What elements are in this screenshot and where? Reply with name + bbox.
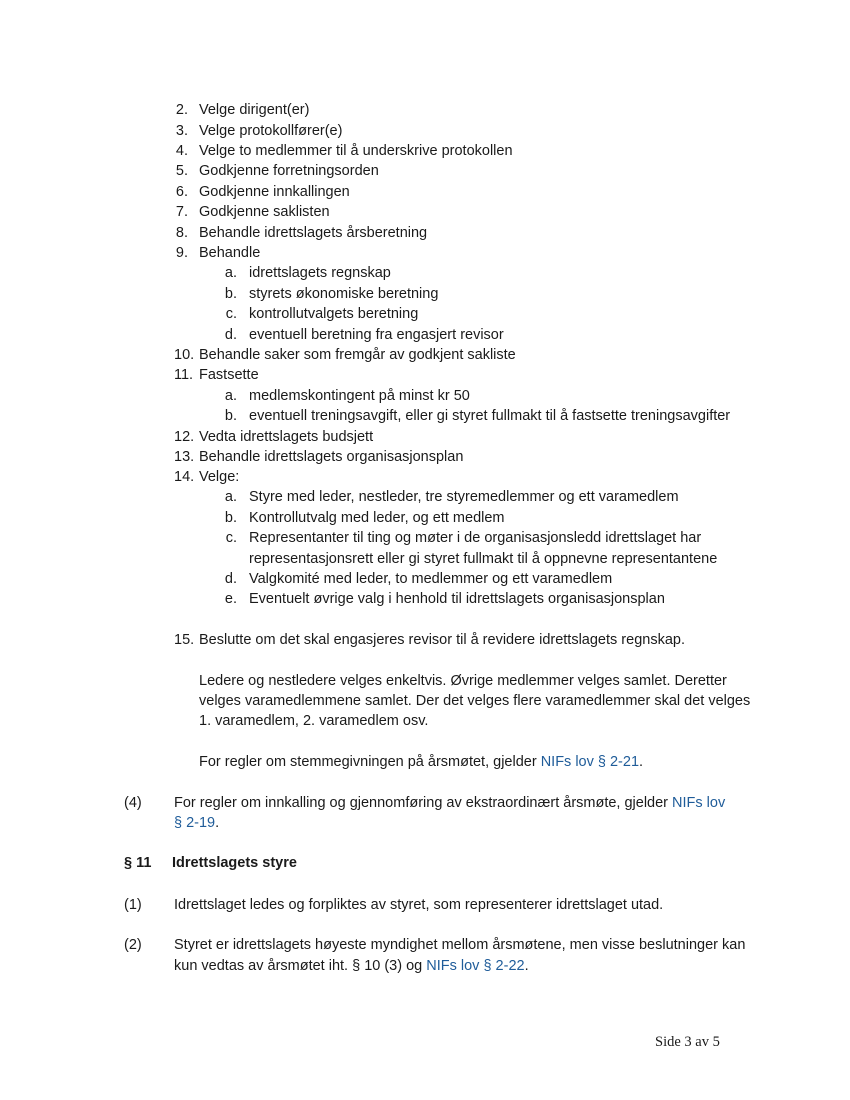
list-item-number: 15. (174, 632, 195, 648)
sublist-item-text: medlemskontingent på minst kr 50 (249, 388, 470, 404)
sublist-item-text: Eventuelt øvrige valg i henhold til idrettslagets organisasjonsplan (249, 591, 665, 607)
sublist-item-letter: b. (224, 286, 237, 302)
sublist-item-letter: b. (224, 510, 237, 526)
paragraph-text: kun vedtas av årsmøtet iht. § 10 (3) og (174, 958, 427, 974)
sublist-item-letter: a. (224, 265, 237, 281)
nifs-lov-2-21-link[interactable]: NIFs lov § 2-21 (540, 754, 640, 770)
list-item-number: 5. (175, 163, 188, 179)
sublist-item-letter: c. (225, 530, 237, 546)
sublist-item-letter: a. (224, 388, 237, 404)
list-item-number: 8. (175, 225, 188, 241)
sublist-item-letter: e. (224, 591, 237, 607)
sublist-item-text: Kontrollutvalg med leder, og ett medlem (249, 510, 505, 526)
list-item-number: 6. (175, 184, 188, 200)
list-item-text: Godkjenne saklisten (199, 204, 330, 220)
sublist-item-letter: c. (225, 306, 237, 322)
list-item-number: 2. (175, 102, 188, 118)
paragraph-suffix: . (215, 815, 220, 831)
sublist-item-text-continued: representasjonsrett eller gi styret fullmakt til å oppnevne representantene (249, 551, 718, 567)
sublist-item-text: eventuell treningsavgift, eller gi styret fullmakt til å fastsette treningsavgifter (249, 408, 731, 424)
list-item-text: Godkjenne forretningsorden (199, 163, 379, 179)
list-item-number: 9. (175, 245, 188, 261)
sublist-item-text: kontrollutvalgets beretning (249, 306, 419, 322)
list-item-text: Behandle (199, 245, 261, 261)
voting-note-suffix: . (639, 754, 644, 770)
list-item-number: 10. (174, 347, 195, 363)
section-title: Idrettslagets styre (172, 855, 297, 871)
list-item-text: Behandle idrettslagets organisasjonsplan (199, 449, 464, 465)
paragraph-number: (4) (124, 795, 142, 811)
paragraph-4-line1 (174, 793, 725, 813)
list-item-text: Velge protokollfører(e) (199, 123, 343, 139)
list-item-text: Godkjenne innkallingen (199, 184, 350, 200)
list-item-number: 3. (175, 123, 188, 139)
list-item-text: Beslutte om det skal engasjeres revisor til å revidere idrettslagets regnskap. (199, 632, 685, 648)
paragraph-line: velges varamedlemmene samlet. Der det velges flere varamedlemmer skal det velges (199, 693, 751, 709)
sublist-item-letter: b. (224, 408, 237, 424)
voting-note (199, 752, 643, 772)
list-item-number: 7. (175, 204, 188, 220)
paragraph-suffix: . (524, 958, 529, 974)
sublist-item-text: eventuell beretning fra engasjert revisor (249, 327, 504, 343)
list-item-text: Velge dirigent(er) (199, 102, 310, 118)
paragraph-number: (2) (124, 937, 142, 953)
sublist-item-text: idrettslagets regnskap (249, 265, 391, 281)
list-item-text: Velge: (199, 469, 240, 485)
section-2-19-link[interactable]: § 2-19 (174, 815, 216, 831)
nifs-lov-2-22-link[interactable]: NIFs lov § 2-22 (426, 958, 525, 974)
sublist-item-letter: d. (224, 327, 237, 343)
sublist-item-text: Representanter til ting og møter i de organisasjonsledd idrettslaget har (249, 530, 702, 546)
list-item-number: 4. (175, 143, 188, 159)
voting-note-text: For regler om stemmegivningen på årsmøtet, gjelder (199, 754, 541, 770)
paragraph-text: Idrettslaget ledes og forpliktes av styret, som representerer idrettslaget utad. (174, 897, 664, 913)
list-item-number: 14. (174, 469, 195, 485)
sublist-item-text: Valgkomité med leder, to medlemmer og ett varamedlem (249, 571, 613, 587)
list-item-text: Velge to medlemmer til å underskrive protokollen (199, 143, 513, 159)
paragraph-2-line2 (174, 956, 529, 976)
list-item-text: Fastsette (199, 367, 259, 383)
sublist-item-letter: a. (224, 489, 237, 505)
section-number: § 11 (124, 855, 152, 871)
paragraph-text: For regler om innkalling og gjennomføring av ekstraordinært årsmøte, gjelder (174, 795, 673, 811)
list-item-number: 13. (174, 449, 195, 465)
list-item-number: 11. (174, 367, 194, 383)
list-item-text: Vedta idrettslagets budsjett (199, 429, 374, 445)
nifs-lov-link[interactable]: NIFs lov (672, 795, 726, 811)
sublist-item-text: Styre med leder, nestleder, tre styremedlemmer og ett varamedlem (249, 489, 679, 505)
paragraph-text: Styret er idrettslagets høyeste myndighet mellom årsmøtene, men visse beslutninger kan (174, 937, 746, 953)
list-item-text: Behandle idrettslagets årsberetning (199, 225, 428, 241)
paragraph-line: Ledere og nestledere velges enkeltvis. Øvrige medlemmer velges samlet. Deretter (199, 673, 727, 689)
paragraph-4-line2 (174, 813, 219, 833)
sublist-item-letter: d. (224, 571, 237, 587)
page-number: Side 3 av 5 (655, 1034, 720, 1050)
paragraph-number: (1) (124, 897, 142, 913)
paragraph-line: 1. varamedlem, 2. varamedlem osv. (199, 713, 429, 729)
list-item-number: 12. (174, 429, 195, 445)
list-item-text: Behandle saker som fremgår av godkjent sakliste (199, 347, 516, 363)
sublist-item-text: styrets økonomiske beretning (249, 286, 439, 302)
